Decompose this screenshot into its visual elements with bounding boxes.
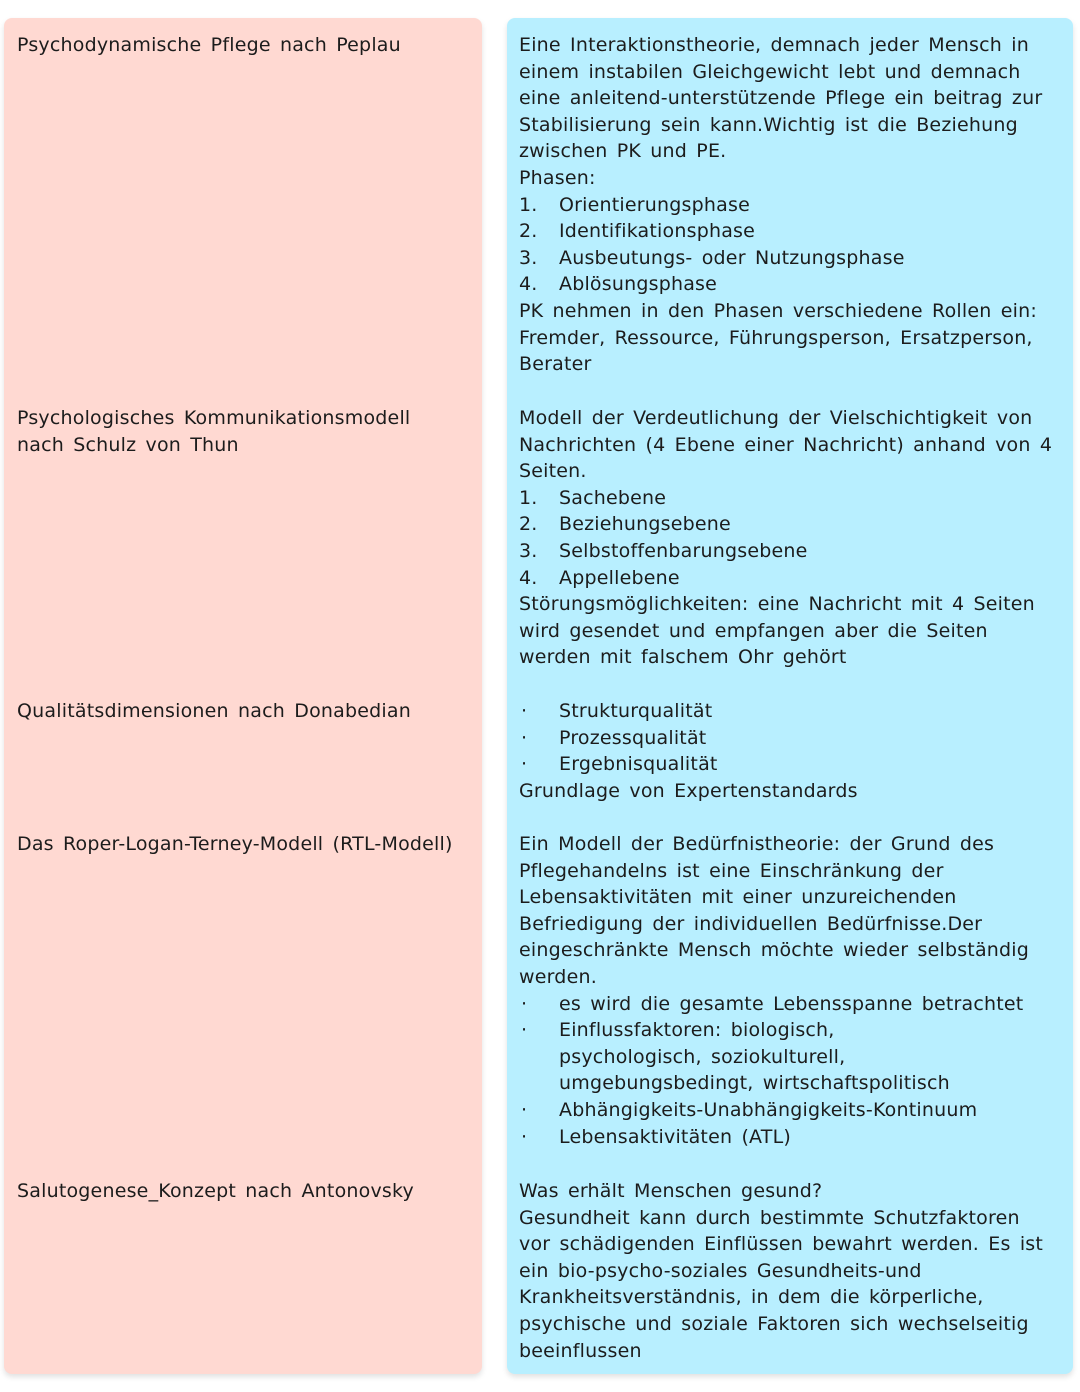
donabedian-outro: Grundlage von Expertenstandards [519, 779, 858, 802]
definition-peplau [519, 32, 1049, 378]
list-item: 4. Ablösungsphase [519, 273, 718, 296]
terms-column [4, 18, 482, 1374]
list-item: · Lebensaktivitäten (ATL) [521, 1125, 791, 1148]
term-rtl-model: Das Roper-Logan-Terney-Modell (RTL-Modell) [17, 833, 453, 855]
definition-rtl-model [519, 831, 1039, 1150]
definition-salutogenese [519, 1178, 1047, 1364]
definition-donabedian [519, 698, 1064, 804]
list-item: 3. Ausbeutungs- oder Nutzungsphase [519, 246, 905, 269]
list-item: 2. Identifikationsphase [519, 220, 756, 243]
peplau-phases-list [519, 192, 1049, 298]
list-item: 4. Appellebene [519, 566, 680, 589]
salutogenese-question: Was erhält Menschen gesund? [519, 1180, 823, 1202]
schulz-levels-list [519, 485, 1064, 591]
rtl-list [519, 991, 1039, 1151]
schulz-intro: Modell der Verdeutlichung der Vielschichtigkeit von Nachrichten (4 Ebene einer Nachricht) anhand von 4 Seiten. [519, 407, 1053, 483]
definition-schulz-von-thun [519, 405, 1064, 671]
rtl-intro: Ein Modell der Bedürfnistheorie: der Grund des Pflegehandelns ist eine Einschränkung der Lebensaktivitäten mit einer unzureichenden Befriedigung der individuellen Bedürfnisse.Der eingeschränkte Mensch möchte wieder selbständig werden. [519, 833, 1030, 988]
schulz-outro: Störungsmöglichkeiten: eine Nachricht mit 4 Seiten wird gesendet und empfangen aber die Seiten werden mit falschem Ohr gehört [519, 593, 1035, 669]
peplau-outro: PK nehmen in den Phasen verschiedene Rollen ein: Fremder, Ressource, Führungsperson, Ersatzperson, Berater [519, 299, 1037, 376]
list-item: · Strukturqualität [521, 700, 713, 722]
term-donabedian: Qualitätsdimensionen nach Donabedian [17, 700, 411, 722]
list-item: 1. Orientierungsphase [519, 193, 750, 216]
term-peplau: Psychodynamische Pflege nach Peplau [17, 34, 401, 56]
term-salutogenese: Salutogenese_Konzept nach Antonovsky [17, 1180, 414, 1202]
peplau-list-title: Phasen: [519, 166, 596, 189]
donabedian-list [519, 698, 1064, 778]
term-schulz-von-thun: Psychologisches Kommunikationsmodell nach Schulz von Thun [17, 407, 411, 456]
list-item: 3. Selbstoffenbarungsebene [519, 539, 808, 562]
list-item: · Prozessqualität [521, 726, 707, 749]
peplau-intro: Eine Interaktionstheorie, demnach jeder Mensch in einem instabilen Gleichgewicht lebt und demnach eine anleitend-unterstützende Pflege ein beitrag zur Stabilisierung sein kann.Wichtig ist die Beziehung zwischen PK und PE. [519, 34, 1043, 163]
list-item: 1. Sachebene [519, 486, 667, 509]
list-item: · Einflussfaktoren: biologisch, psychologisch, soziokulturell, umgebungsbedingt, wirtschaftspolitisch [521, 1019, 950, 1095]
list-item: 2. Beziehungsebene [519, 513, 731, 536]
list-item: · Ergebnisqualität [521, 753, 718, 776]
salutogenese-text: Gesundheit kann durch bestimmte Schutzfaktoren vor schädigenden Einflüssen bewahrt werden. Es ist ein bio-psycho-soziales Gesundheits-und Krankheitsverständnis, in dem die körperliche, psychische und soziale Faktoren sich wechselseitig beeinflussen [519, 1206, 1044, 1362]
list-item: · Abhängigkeits-Unabhängigkeits-Kontinuum [521, 1098, 978, 1121]
list-item: · es wird die gesamte Lebensspanne betrachtet [521, 992, 1024, 1015]
